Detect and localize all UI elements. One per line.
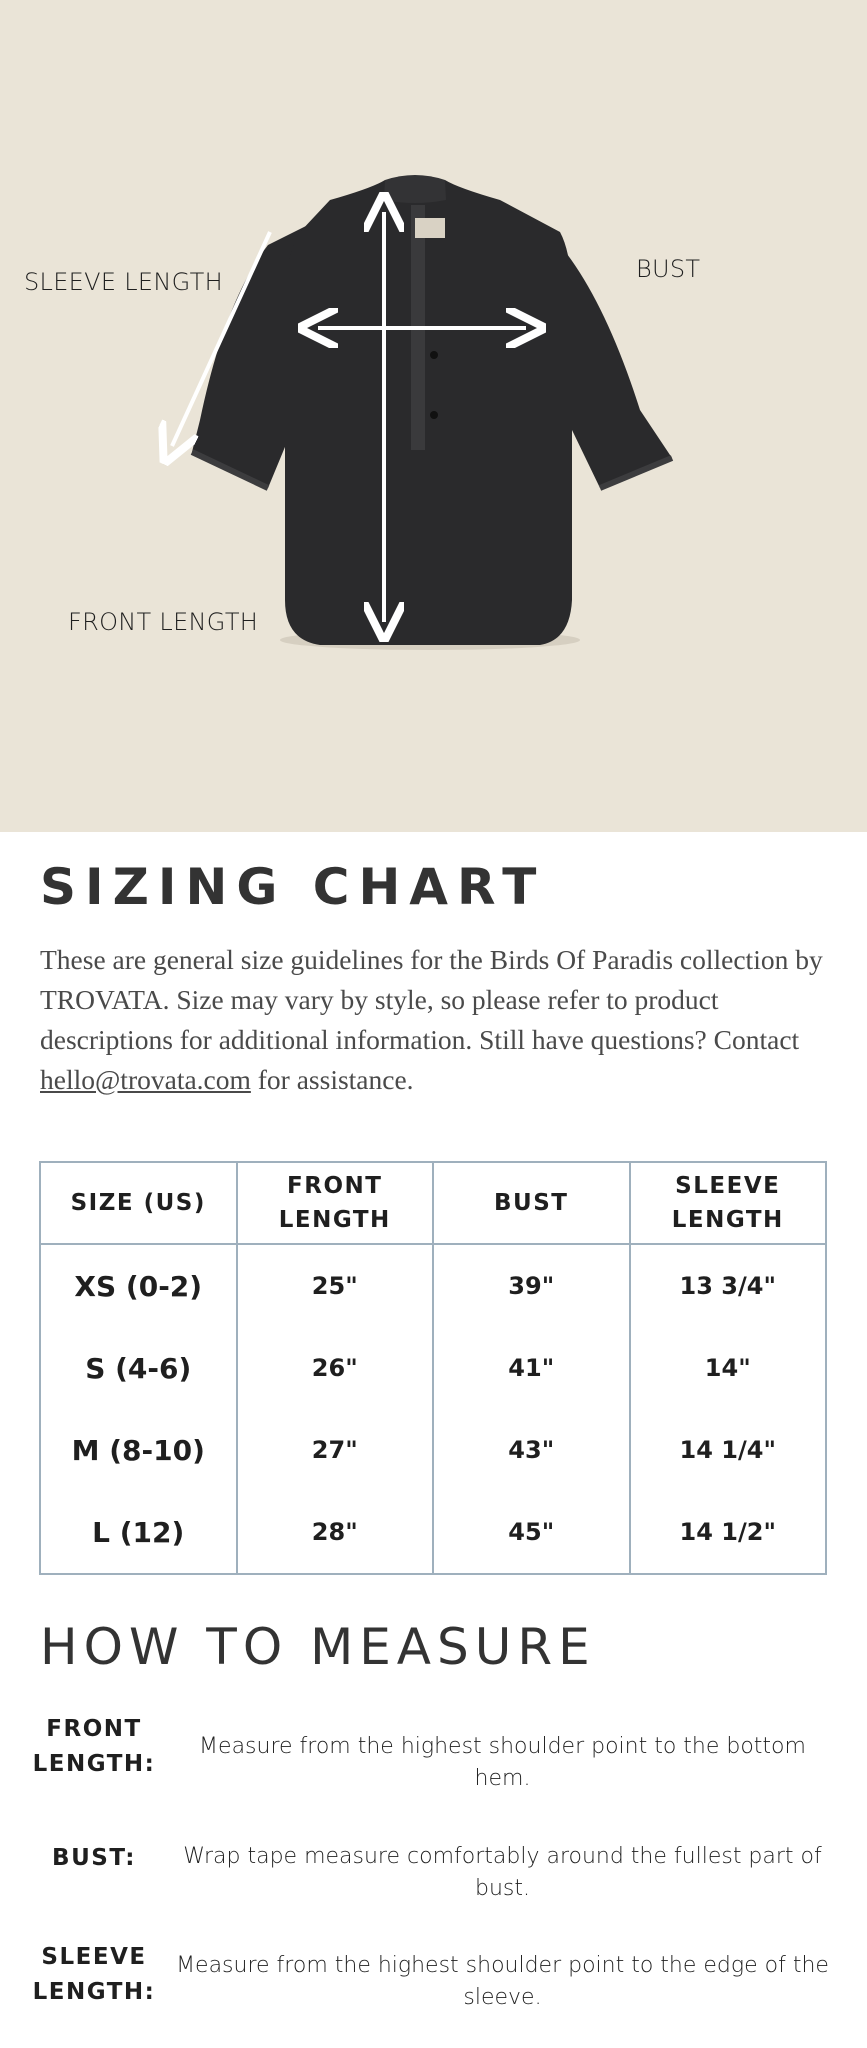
- size-cell: M (8-10): [40, 1409, 237, 1491]
- measure-front-line2: LENGTH:: [32, 1751, 156, 1777]
- sizing-chart-title: SIZING CHART: [40, 858, 546, 916]
- table-row: [40, 1327, 826, 1409]
- front-length-cell: 26": [237, 1327, 434, 1409]
- table-row: [40, 1244, 826, 1327]
- measure-sleeve-line2: LENGTH:: [32, 1979, 156, 2005]
- header-sleeve-length: [630, 1162, 827, 1244]
- table-header-row: [40, 1162, 826, 1244]
- bust-label: BUST: [636, 255, 701, 283]
- description-text-end: for assistance.: [250, 1064, 414, 1095]
- front-length-cell: 25": [237, 1244, 434, 1327]
- front-length-cell: 28": [237, 1491, 434, 1574]
- bust-cell: 41": [433, 1327, 630, 1409]
- header-bust: BUST: [433, 1162, 630, 1244]
- header-front-line1: FRONT: [287, 1173, 383, 1199]
- sizing-description: [40, 940, 830, 1100]
- blouse-illustration: [0, 0, 867, 832]
- size-cell: XS (0-2): [40, 1244, 237, 1327]
- measure-bust-label: BUST:: [52, 1845, 136, 1871]
- measure-sleeve-length-label: [20, 1940, 168, 2010]
- measure-front-length-text: Measure from the highest shoulder point to the bottom hem.: [199, 1734, 806, 1791]
- how-to-measure-title: HOW TO MEASURE: [40, 1618, 596, 1676]
- label-tag-shape: [415, 218, 445, 238]
- description-text: These are general size guidelines for the Birds Of Paradis collection by TROVATA. Size may vary by style, so please refer to product descriptions for additional information. Still have questions? Contact: [40, 944, 823, 1055]
- header-size: SIZE (US): [40, 1162, 237, 1244]
- size-table: [39, 1161, 827, 1575]
- table-row: [40, 1491, 826, 1574]
- header-sleeve-line2: LENGTH: [671, 1207, 784, 1233]
- header-front-line2: LENGTH: [278, 1207, 391, 1233]
- sleeve-length-cell: 14 1/4": [630, 1409, 827, 1491]
- contact-email-link[interactable]: hello@trovata.com: [40, 1064, 251, 1095]
- button-shape: [430, 351, 438, 359]
- header-sleeve-line1: SLEEVE: [675, 1173, 781, 1199]
- header-front-length: [237, 1162, 434, 1244]
- garment-diagram: [0, 0, 867, 832]
- bust-cell: 43": [433, 1409, 630, 1491]
- front-length-cell: 27": [237, 1409, 434, 1491]
- sleeve-length-cell: 14 1/2": [630, 1491, 827, 1574]
- size-cell: S (4-6): [40, 1327, 237, 1409]
- button-shape: [430, 411, 438, 419]
- table-row: [40, 1409, 826, 1491]
- front-length-label: FRONT LENGTH: [68, 608, 259, 636]
- measure-bust-text: Wrap tape measure comfortably around the fullest part of bust.: [183, 1844, 822, 1901]
- measure-front-length-label: [20, 1712, 168, 1782]
- bust-cell: 39": [433, 1244, 630, 1327]
- bust-cell: 45": [433, 1491, 630, 1574]
- size-cell: L (12): [40, 1491, 237, 1574]
- blouse-body-shape: [285, 180, 573, 645]
- measure-sleeve-length-text: Measure from the highest shoulder point to the edge of the sleeve.: [176, 1953, 829, 2010]
- measure-front-line1: FRONT: [46, 1716, 142, 1742]
- sleeve-length-cell: 13 3/4": [630, 1244, 827, 1327]
- measure-sleeve-line1: SLEEVE: [41, 1944, 147, 1970]
- collar-shape: [384, 175, 446, 203]
- sleeve-length-cell: 14": [630, 1327, 827, 1409]
- sleeve-length-label: SLEEVE LENGTH: [24, 268, 223, 296]
